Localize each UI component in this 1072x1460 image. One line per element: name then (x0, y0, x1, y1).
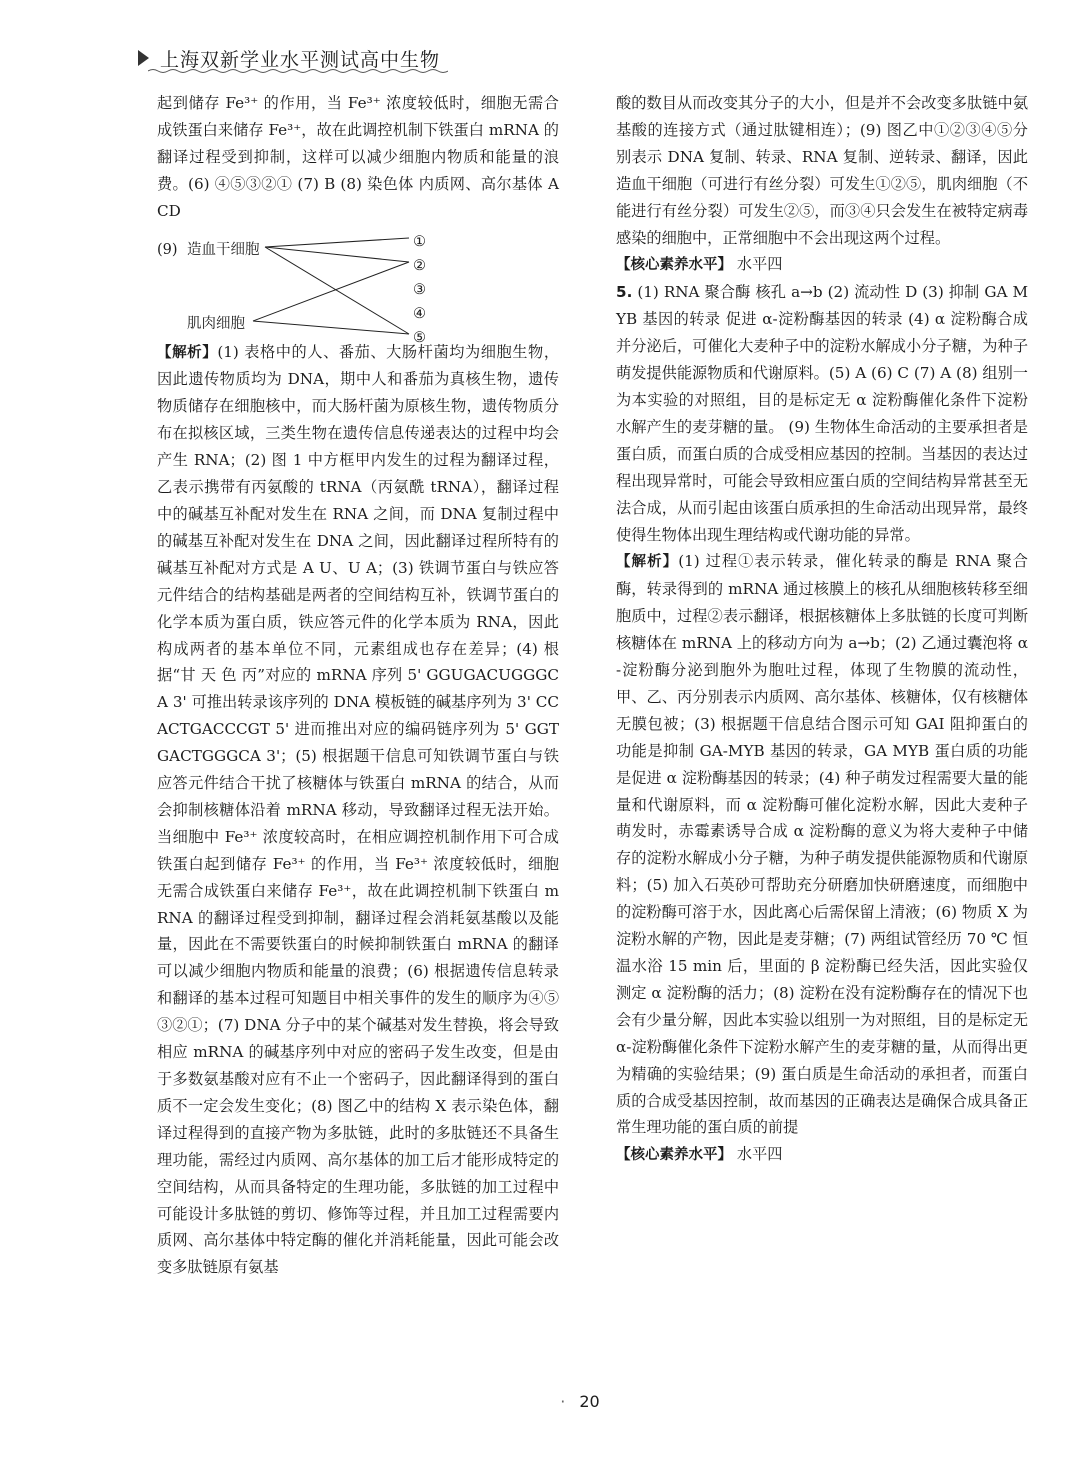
page-dot-icon: · (560, 1392, 566, 1411)
match-right-item-4: ④ (413, 305, 426, 322)
analysis-label: 【解析】 (616, 554, 679, 571)
match-right-item-5: ⑤ (413, 329, 426, 346)
answer-tail-paragraph: 起到储存 Fe³⁺ 的作用，当 Fe³⁺ 浓度较低时，细胞无需合成铁蛋白来储存 Fe³⁺，故在此调控机制下铁蛋白 mRNA 的翻译过程受到抑制，这样可以减少细胞内物质和能量的浪费。(6) ④⑤③②① (7) B (8) 染色体 内质网、高尔基体 ACD (157, 94, 559, 220)
match-right-item-2: ② (413, 257, 426, 274)
core-level-2 (616, 1141, 1028, 1169)
question-number: 5. (616, 283, 633, 302)
continuation-paragraph: 酸的数目从而改变其分子的大小，但是并不会改变多肽链中氨基酸的连接方式（通过肽键相连）；(9) 图乙中①②③④⑤分别表示 DNA 复制、转录、RNA 复制、逆转录、翻译，因此造血干细胞（可进行有丝分裂）可发生①②⑤，肌肉细胞（不能进行有丝分裂）可发生②⑤，而③④只会发生在被特定病毒感染的细胞中，正常细胞中不会出现这两个过程。 (616, 94, 1028, 247)
match-right-item-1: ① (413, 233, 426, 250)
core-level-1 (616, 251, 1028, 279)
running-header (128, 42, 458, 74)
match-left-item-2: 肌肉细胞 (187, 315, 245, 332)
matching-diagram (157, 231, 437, 346)
core-level-label: 【核心素养水平】 (616, 1147, 732, 1164)
right-column (616, 90, 1028, 1169)
core-level-value: 水平四 (736, 1145, 783, 1164)
matching-prefix: (9) (157, 241, 178, 258)
match-right-item-3: ③ (413, 281, 426, 298)
analysis-paragraph-left (157, 339, 559, 1282)
question-5-answer (616, 279, 1028, 548)
matching-lines (157, 231, 437, 341)
analysis-label: 【解析】 (157, 344, 218, 361)
header-arrow-icon (138, 50, 149, 66)
page-number (540, 1392, 620, 1411)
book-title: 上海双新学业水平测试高中生物 (160, 49, 441, 71)
analysis-paragraph-right (616, 548, 1028, 1141)
match-left-item-1: 造血干细胞 (187, 241, 260, 258)
core-level-label: 【核心素养水平】 (616, 257, 732, 274)
question-5-text: (1) RNA 聚合酶 核孔 a→b (2) 流动性 D (3) 抑制 GA MYB 基因的转录 促进 α-淀粉酶基因的转录 (4) α 淀粉酶合成并分泌后，可催化大麦种子中的淀粉水解成小分子糖，为种子萌发提供能源物质和代谢原料。(5) A (6) C (7) A (8) 组别一为本实验的对照组，目的是标定无 α 淀粉酶催化条件下淀粉水解产生的麦芽糖的量。 (9) 生物体生命活动的主要承担者是蛋白质，而蛋白质的合成受相应基因的控制。当基因的表达过程出现异常时，可能会导致相应蛋白质的空间结构异常甚至无法合成，从而引起由该蛋白质承担的生命活动出现异常，最终使得生物体出现生理结构或代谢功能的异常。 (616, 283, 1029, 544)
page-number-value: 20 (579, 1392, 600, 1411)
core-level-value: 水平四 (736, 255, 783, 274)
left-column (157, 90, 559, 1281)
analysis-text: (1) 表格中的人、番茄、大肠杆菌均为细胞生物，因此遗传物质均为 DNA，期中人和番茄为真核生物，遗传物质储存在细胞核中，而大肠杆菌为原核生物，遗传物质分布在拟核区域，三类生物在遗传信息传递表达的过程中均会产生 RNA；(2) 图 1 中方框甲内发生的过程为翻译过程，乙表示携带有丙氨酸的 tRNA（丙氨酰 tRNA），翻译过程中的碱基互补配对发生在 RNA 之间，而 DNA 复制过程中的碱基互补配对发生在 DNA 之间，因此翻译过程所特有的碱基互补配对方式是 A U、U A；(3) 铁调节蛋白与铁应答元件结合的结构基础是两者的空间结构互补，铁调节蛋白的化学本质为蛋白质，铁应答元件的化学本质为 RNA，因此构成两者的基本单位不同，元素组成也存在差异；(4) 根据“甘 天 色 丙”对应的 mRNA 序列 5' GGUGACUGGGCA 3' 可推出转录该序列的 DNA 模板链的碱基序列为 3' CCACTGACCCGT 5' 进而推出对应的编码链序列为 5' GGTGACTGGGCA 3'；(5) 根据题干信息可知铁调节蛋白与铁应答元件结合干扰了核糖体与铁蛋白 mRNA 的结合，从而会抑制核糖体沿着 mRNA 移动，导致翻译过程无法开始。当细胞中 Fe³⁺ 浓度较高时，在相应调控机制作用下可合成铁蛋白起到储存 Fe³⁺ 的作用，当 Fe³⁺ 浓度较低时，细胞无需合成铁蛋白来储存 Fe³⁺，故在此调控机制下铁蛋白 mRNA 的翻译过程受到抑制，翻译过程会消耗氨基酸以及能量，因此在不需要铁蛋白的时候抑制铁蛋白 mRNA 的翻译可以减少细胞内物质和能量的浪费；(6) 根据遗传信息转录和翻译的基本过程可知题目中相关事件的发生的顺序为④⑤③②①；(7) DNA 分子中的某个碱基对发生替换，将会导致相应 mRNA 的碱基序列中对应的密码子发生改变，但是由于多数氨基酸对应有不止一个密码子，因此翻译得到的蛋白质不一定会发生变化；(8) 图乙中的结构 X 表示染色体，翻译过程得到的直接产物为多肽链，此时的多肽链还不具备生理功能，需经过内质网、高尔基体的加工后才能形成特定的空间结构，从而具备特定的生理功能，多肽链的加工过程中可能设计多肽链的剪切、修饰等过程，并且加工过程需要内质网、高尔基体中特定酶的催化并消耗能量，因此可能会改变多肽链原有氨基 (157, 342, 560, 1277)
analysis-text: (1) 过程①表示转录，催化转录的酶是 RNA 聚合酶，转录得到的 mRNA 通过核膜上的核孔从细胞核转移至细胞质中，过程②表示翻译，根据核糖体上多肽链的长度可判断核糖体在 mRNA 上的移动方向为 a→b；(2) 乙通过囊泡将 α-淀粉酶分泌到胞外为胞吐过程，体现了生物膜的流动性，甲、乙、丙分别表示内质网、高尔基体、核糖体，仅有核糖体无膜包被；(3) 根据题干信息结合图示可知 GAI 阻抑蛋白的功能是抑制 GA-MYB 基因的转录，GA MYB 蛋白质的功能是促进 α 淀粉酶基因的转录；(4) 种子萌发过程需要大量的能量和代谢原料，而 α 淀粉酶可催化淀粉水解，因此大麦种子萌发时，赤霉素诱导合成 α 淀粉酶的意义为将大麦种子中储存的淀粉水解成小分子糖，为种子萌发提供能源物质和代谢原料；(5) 加入石英砂可帮助充分研磨加快研磨速度，而细胞中的淀粉酶可溶于水，因此离心后需保留上清液；(6) 物质 X 为淀粉水解的产物，因此是麦芽糖；(7) 两组试管经历 70 ℃ 恒温水浴 15 min 后，里面的 β 淀粉酶已经失活，因此实验仅测定 α 淀粉酶的活力；(8) 淀粉在没有淀粉酶存在的情况下也会有少量分解，因此本实验以组别一为对照组，目的是标定无 α-淀粉酶催化条件下淀粉水解产生的麦芽糖的量，从而得出更为精确的实验结果；(9) 蛋白质是生命活动的承担者，而蛋白质的合成受基因控制，故而基因的正确表达是确保合成具备正常生理功能的蛋白质的前提 (616, 552, 1028, 1137)
wavy-underline (148, 68, 448, 74)
